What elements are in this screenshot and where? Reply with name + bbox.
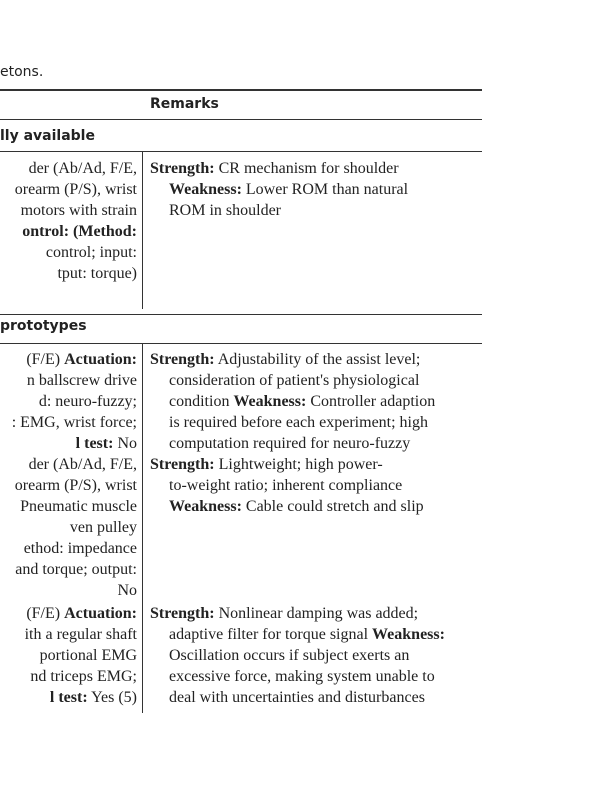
left-cell-line: ven pulley	[69, 519, 137, 536]
remark-line: Weakness: Cable could stretch and slip	[169, 498, 424, 515]
left-cell-line: der (Ab/Ad, F/E,	[28, 160, 137, 177]
column-divider	[142, 152, 143, 309]
table-top-rule	[0, 89, 482, 91]
remark-line: Oscillation occurs if subject exerts an	[169, 647, 410, 664]
left-cell-line: : EMG, wrist force;	[11, 414, 137, 431]
left-cell-line: (F/E) Actuation:	[26, 605, 137, 622]
left-cell-line: tput: torque)	[57, 265, 137, 282]
left-cell-line: ith a regular shaft	[24, 626, 137, 643]
left-cell-line: No	[117, 582, 137, 599]
remark-line: to-weight ratio; inherent compliance	[169, 477, 403, 494]
remark-line: Strength: CR mechanism for shoulder	[150, 160, 399, 177]
section-2-bottom-rule	[0, 343, 482, 344]
left-cell-line: der (Ab/Ad, F/E,	[28, 456, 137, 473]
header-bottom-rule	[0, 119, 482, 120]
left-cell-line: portional EMG	[39, 647, 137, 664]
left-cell-line: ontrol: (Method:	[22, 223, 137, 240]
left-cell-line: ethod: impedance	[23, 540, 137, 557]
remark-line: computation required for neuro-fuzzy	[169, 435, 411, 452]
column-divider	[142, 344, 143, 713]
left-cell-line: l test: No	[75, 435, 137, 452]
left-cell-line: d: neuro-fuzzy;	[38, 393, 137, 410]
section-title: prototypes	[0, 318, 87, 334]
section-2-top-rule	[0, 314, 482, 315]
left-cell-line: (F/E) Actuation:	[26, 351, 137, 368]
remark-line: Strength: Nonlinear damping was added;	[150, 605, 419, 622]
left-cell-line: motors with strain	[20, 202, 137, 219]
remark-line: deal with uncertainties and disturbances	[169, 689, 425, 706]
section-title: lly available	[0, 128, 95, 144]
left-cell-line: control; input:	[45, 244, 137, 261]
remark-line: Strength: Adjustability of the assist level;	[150, 351, 421, 368]
left-cell-line: nd triceps EMG;	[30, 668, 137, 685]
left-cell-line: orearm (P/S), wrist	[14, 181, 137, 198]
remark-line: adaptive filter for torque signal Weakness:	[169, 626, 445, 643]
section-1-bottom-rule	[0, 151, 482, 152]
remark-line: excessive force, making system unable to	[169, 668, 435, 685]
remark-line: is required before each experiment; high	[169, 414, 428, 431]
remark-line: Weakness: Lower ROM than natural	[169, 181, 409, 198]
remark-line: Strength: Lightweight; high power-	[150, 456, 383, 473]
remark-line: ROM in shoulder	[169, 202, 281, 219]
table-caption: etons.	[0, 64, 44, 80]
left-cell-line: and torque; output:	[15, 561, 137, 578]
remark-line: consideration of patient's physiological	[169, 372, 420, 389]
left-cell-line: orearm (P/S), wrist	[14, 477, 137, 494]
remark-line: condition Weakness: Controller adaption	[169, 393, 436, 410]
left-cell-line: l test: Yes (5)	[49, 689, 137, 706]
remarks-column-header: Remarks	[150, 96, 219, 112]
left-cell-line: n ballscrew drive	[26, 372, 137, 389]
left-cell-line: Pneumatic muscle	[20, 498, 137, 515]
